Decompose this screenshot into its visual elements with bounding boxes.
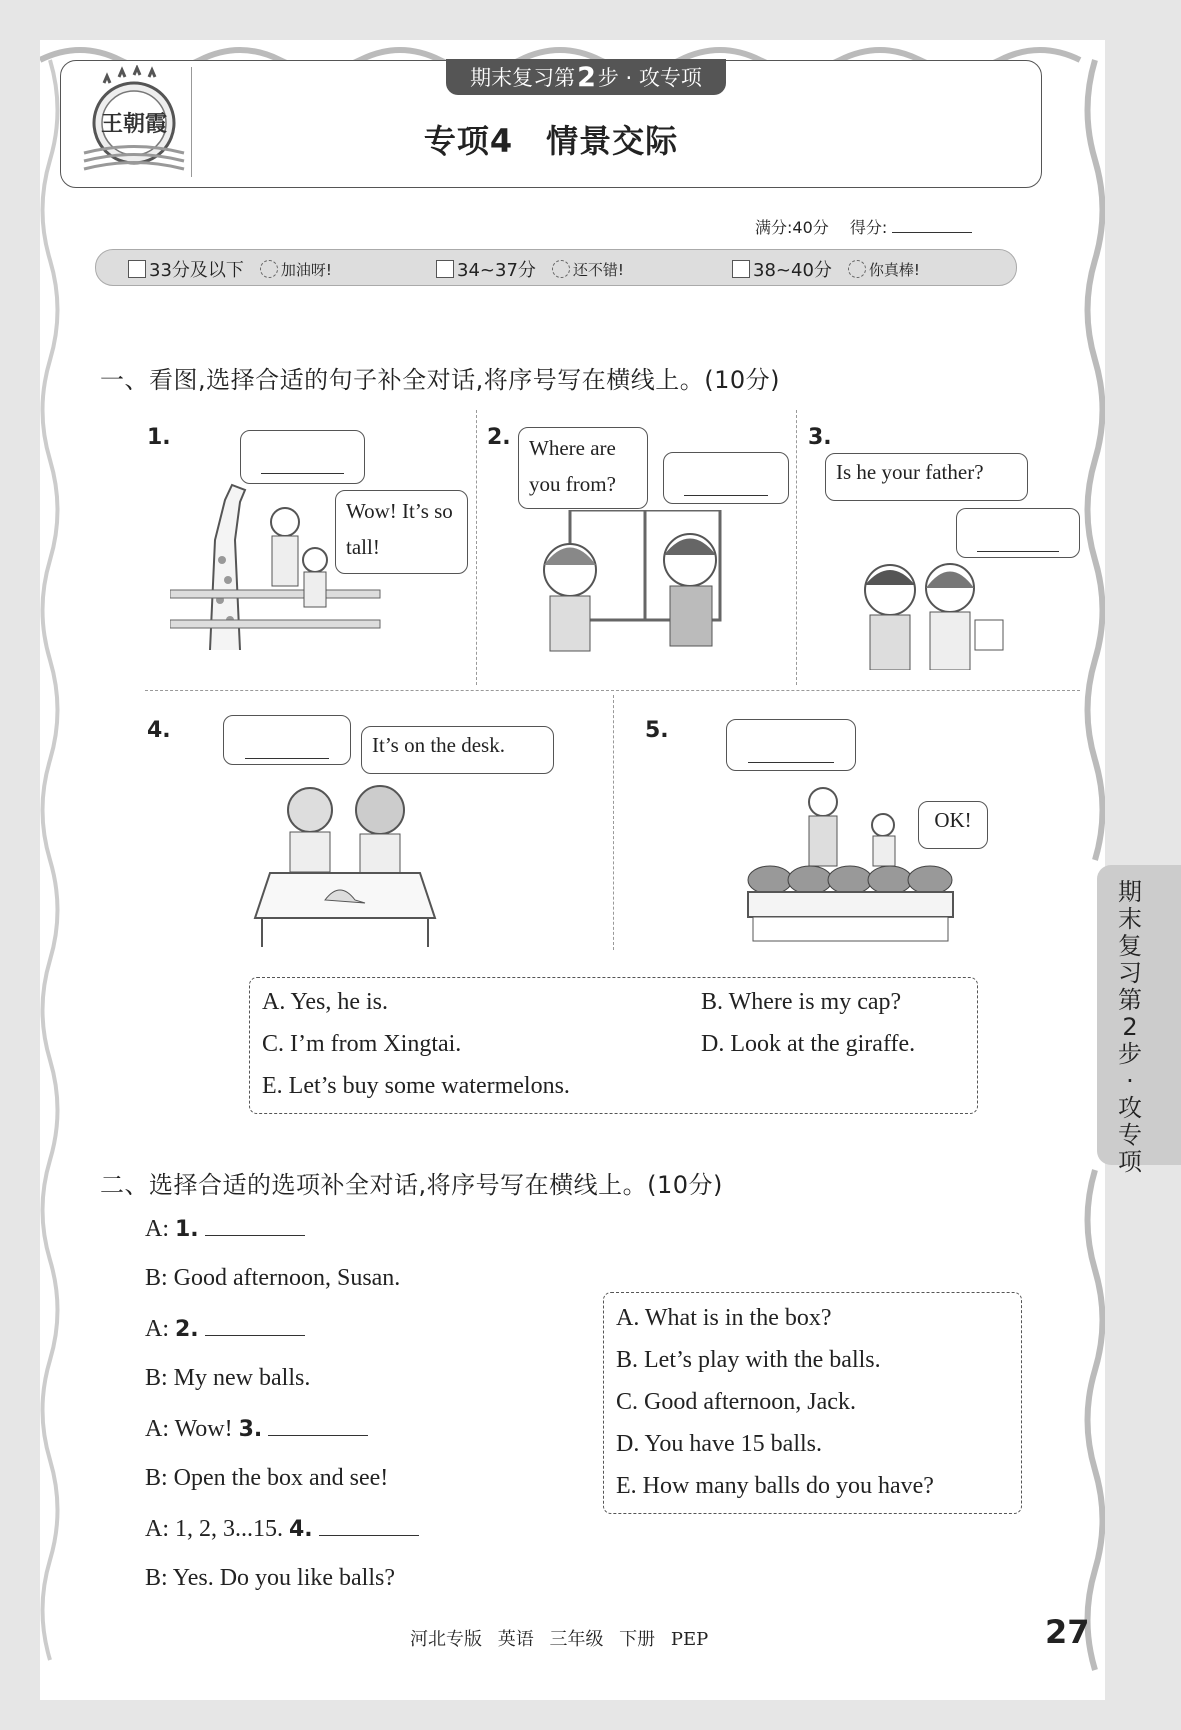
face-icon — [552, 260, 570, 278]
q5-number: 5. — [645, 718, 669, 743]
answer-blank[interactable] — [268, 1415, 368, 1436]
answer-blank[interactable] — [205, 1215, 305, 1236]
dialogue-text: A: — [145, 1216, 175, 1242]
rating-checkbox[interactable] — [732, 260, 750, 278]
q3-number: 3. — [808, 425, 832, 450]
dialogue-line — [145, 1415, 368, 1443]
q4-number: 4. — [147, 718, 171, 743]
got-score-label: 得分: — [849, 218, 888, 237]
option-b: B. Let’s play with the balls. — [616, 1347, 881, 1373]
children-photo-illustration — [855, 550, 1015, 670]
dialogue-text: A: Wow! — [145, 1416, 239, 1442]
page-number: 27 — [1045, 1613, 1090, 1651]
option-a: A. What is in the box? — [616, 1305, 832, 1331]
blank-number: 4. — [289, 1517, 313, 1542]
dialogue-text: A: — [145, 1316, 175, 1342]
section2-title: 二、选择合适的选项补全对话,将序号写在横线上。(10分) — [100, 1171, 723, 1199]
dialogue-line — [145, 1515, 419, 1543]
logo-text: 王朝霞 — [100, 111, 168, 137]
option-e: E. How many balls do you have? — [616, 1473, 934, 1499]
q1-number: 1. — [147, 425, 171, 450]
full-score: 满分:40分 — [755, 218, 829, 237]
q1-speech-bubble: Wow! It’s so tall! — [335, 490, 468, 574]
rating-item — [732, 256, 920, 282]
panel-divider — [476, 410, 477, 685]
rating-range: 38~40分 — [753, 260, 832, 281]
section1-title: 一、看图,选择合适的句子补全对话,将序号写在横线上。(10分) — [100, 366, 781, 394]
q2-number: 2. — [487, 425, 511, 450]
q2-speech-bubble: Where are you from? — [518, 427, 648, 509]
panel-divider — [613, 695, 614, 950]
giraffe-illustration — [170, 480, 390, 660]
rating-checkbox[interactable] — [436, 260, 454, 278]
score-blank[interactable] — [892, 232, 972, 233]
rating-item — [436, 256, 624, 282]
score-line — [755, 215, 972, 238]
blank-number: 1. — [175, 1217, 199, 1242]
answer-blank — [245, 740, 330, 759]
q4-answer-bubble[interactable] — [223, 715, 351, 765]
q3-speech-bubble: Is he your father? — [825, 453, 1028, 501]
rating-bar — [95, 249, 1017, 286]
face-icon — [260, 260, 278, 278]
rating-comment: 加油呀! — [280, 260, 332, 279]
rating-range: 34~37分 — [457, 260, 536, 281]
face-icon — [848, 260, 866, 278]
blank-number: 2. — [175, 1317, 199, 1342]
rating-comment: 你真棒! — [868, 260, 920, 279]
step-tab-suffix: 步 · 攻专项 — [597, 66, 702, 90]
dialogue-line: B: Yes. Do you like balls? — [145, 1565, 396, 1591]
option-b: B. Where is my cap? — [701, 989, 902, 1015]
page-title: 专项4 情景交际 — [423, 122, 679, 160]
answer-blank — [748, 744, 834, 763]
answer-blank[interactable] — [205, 1315, 305, 1336]
q5-answer-bubble[interactable] — [726, 719, 856, 771]
q4-speech-bubble: It’s on the desk. — [361, 726, 554, 774]
option-d: D. You have 15 balls. — [616, 1431, 823, 1457]
answer-blank[interactable] — [319, 1515, 419, 1536]
section2-options-box — [603, 1292, 1022, 1514]
option-a: A. Yes, he is. — [262, 989, 389, 1015]
answer-blank — [684, 477, 767, 496]
dialogue-line: B: Open the box and see! — [145, 1465, 389, 1491]
step-tab-prefix: 期末复习第 — [470, 66, 576, 90]
q2-answer-bubble[interactable] — [663, 452, 789, 504]
step-tab — [446, 59, 726, 95]
q1-answer-bubble[interactable] — [240, 430, 365, 484]
rating-range: 33分及以下 — [149, 260, 244, 281]
blank-number: 3. — [238, 1417, 263, 1442]
dialogue-line — [145, 1215, 305, 1243]
desk-cap-illustration — [250, 775, 440, 950]
section1-options-box — [249, 977, 978, 1114]
dialogue-line: B: Good afternoon, Susan. — [145, 1265, 401, 1291]
option-c: C. I’m from Xingtai. — [262, 1031, 462, 1057]
rating-checkbox[interactable] — [128, 260, 146, 278]
side-tab — [1097, 865, 1181, 1176]
header-box — [60, 60, 1042, 188]
rating-comment: 还不错! — [572, 260, 624, 279]
footer: 河北专版 英语 三年级 下册 PEP — [410, 1629, 709, 1650]
panel-divider — [796, 410, 797, 685]
dialogue-line: B: My new balls. — [145, 1365, 311, 1391]
dialogue-text: A: 1, 2, 3...15. — [145, 1516, 289, 1542]
side-tab-label: 期末复习第2步·攻专项 — [1118, 878, 1142, 1176]
dialogue-line — [145, 1315, 305, 1343]
rating-item — [128, 256, 332, 282]
row-divider — [145, 690, 1080, 691]
answer-blank — [261, 455, 343, 474]
option-c: C. Good afternoon, Jack. — [616, 1389, 856, 1415]
step-tab-number: 2 — [577, 61, 596, 93]
option-e: E. Let’s buy some watermelons. — [262, 1073, 570, 1099]
boys-window-illustration — [530, 510, 770, 660]
q5-speech-bubble: OK! — [918, 801, 988, 849]
option-d: D. Look at the giraffe. — [701, 1031, 916, 1057]
watermelon-stall-illustration — [745, 780, 960, 945]
